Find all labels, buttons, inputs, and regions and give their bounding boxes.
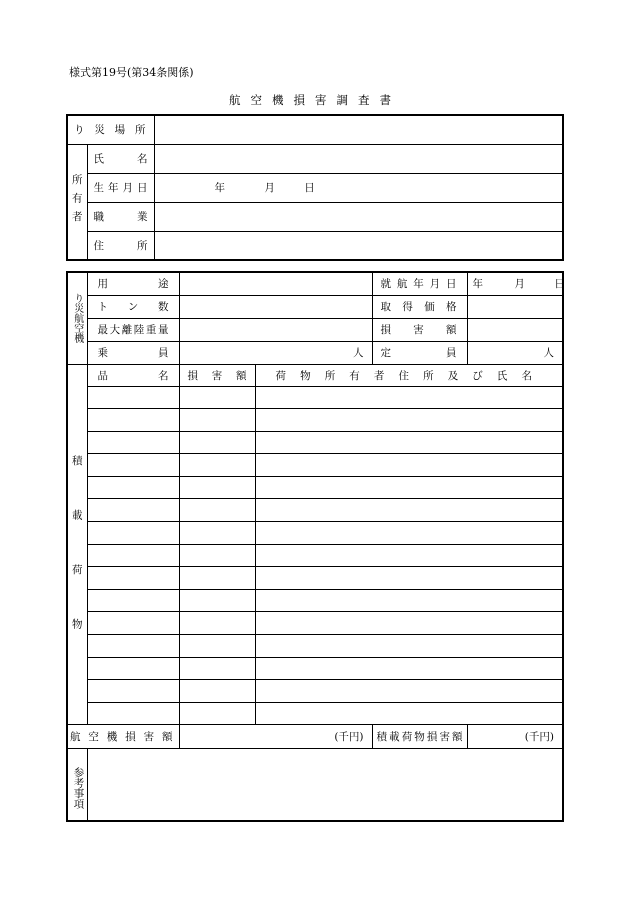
- cargo-owner-cell[interactable]: [255, 657, 563, 680]
- occupation-field[interactable]: [154, 202, 563, 231]
- tonnage-field[interactable]: [179, 295, 372, 318]
- cargo-item-cell[interactable]: [87, 567, 179, 590]
- cargo-owner-cell[interactable]: [255, 454, 563, 477]
- address-field[interactable]: [154, 231, 563, 260]
- cargo-owner-cell[interactable]: [255, 544, 563, 567]
- cargo-damage-cell[interactable]: [179, 386, 255, 409]
- birth-date-field[interactable]: [154, 173, 563, 202]
- tonnage-label: トン数: [97, 301, 169, 313]
- crew-field[interactable]: [179, 341, 372, 364]
- cargo-damage-cell[interactable]: [179, 680, 255, 703]
- cargo-owner-cell[interactable]: [255, 635, 563, 658]
- table-row: [67, 522, 563, 545]
- cargo-damage-cell[interactable]: [179, 657, 255, 680]
- owner-header: 所有者: [67, 144, 87, 260]
- birth-date-label: 生年月日: [93, 182, 148, 194]
- birth-year-unit: 年: [214, 182, 225, 194]
- table-row: [67, 702, 563, 725]
- cargo-owner-cell[interactable]: [255, 589, 563, 612]
- cargo-damage-cell[interactable]: [179, 476, 255, 499]
- crew-label: 乗員: [97, 347, 169, 359]
- capacity-field[interactable]: [467, 341, 563, 364]
- cargo-item-cell[interactable]: [87, 657, 179, 680]
- cargo-damage-cell[interactable]: [179, 409, 255, 432]
- owner-name-field[interactable]: [154, 144, 563, 173]
- table-row: [67, 386, 563, 409]
- birth-day-unit: 日: [304, 182, 315, 194]
- form-number-label: 様式第19号(第34条関係): [69, 66, 194, 79]
- cargo-item-cell[interactable]: [87, 499, 179, 522]
- cargo-owner-cell[interactable]: [255, 702, 563, 725]
- cargo-damage-total-field[interactable]: [467, 725, 563, 749]
- service-date-field[interactable]: [467, 272, 563, 295]
- cargo-item-cell[interactable]: [87, 544, 179, 567]
- cargo-item-cell[interactable]: [87, 476, 179, 499]
- table-row: [67, 499, 563, 522]
- cargo-owner-cell[interactable]: [255, 499, 563, 522]
- crew-unit: 人: [353, 347, 364, 359]
- cargo-item-cell[interactable]: [87, 409, 179, 432]
- cargo-owner-cell[interactable]: [255, 612, 563, 635]
- cargo-damage-total-label: 積載荷物損害額: [376, 731, 463, 744]
- cargo-owner-cell[interactable]: [255, 476, 563, 499]
- cargo-item-col-header: 品名: [97, 369, 169, 382]
- document-title: 航空機損害調査書: [229, 93, 401, 107]
- table-row: [67, 454, 563, 477]
- table-row: [67, 409, 563, 432]
- birth-month-unit: 月: [264, 182, 275, 194]
- service-year-unit: 年: [472, 278, 484, 291]
- disaster-place-label: り災場所: [74, 124, 146, 137]
- cargo-damage-cell[interactable]: [179, 522, 255, 545]
- cargo-owner-cell[interactable]: [255, 567, 563, 590]
- cargo-owner-cell[interactable]: [255, 431, 563, 454]
- cargo-item-cell[interactable]: [87, 386, 179, 409]
- cargo-damage-cell[interactable]: [179, 635, 255, 658]
- cargo-owner-cell[interactable]: [255, 680, 563, 703]
- cargo-damage-cell[interactable]: [179, 544, 255, 567]
- table-row: [67, 635, 563, 658]
- table-row: [67, 589, 563, 612]
- table-row: [67, 431, 563, 454]
- table-row: [67, 567, 563, 590]
- remarks-label: 参考事項: [67, 749, 87, 821]
- cargo-damage-cell[interactable]: [179, 567, 255, 590]
- aircraft-damage-total-field[interactable]: [179, 725, 372, 749]
- table-row: [67, 612, 563, 635]
- max-takeoff-weight-label: 最大離陸重量: [97, 324, 169, 336]
- acquisition-price-field[interactable]: [467, 295, 563, 318]
- purpose-field[interactable]: [179, 272, 372, 295]
- cargo-damage-cell[interactable]: [179, 454, 255, 477]
- cargo-damage-cell[interactable]: [179, 612, 255, 635]
- cargo-damage-cell[interactable]: [179, 589, 255, 612]
- service-date-label: 就航年月日: [380, 278, 457, 291]
- table-row: [67, 476, 563, 499]
- owner-table: [66, 114, 564, 261]
- cargo-owner-col-header: 荷物所有者住所及び氏名: [275, 369, 532, 382]
- table-row: [67, 657, 563, 680]
- cargo-item-cell[interactable]: [87, 589, 179, 612]
- capacity-unit: 人: [543, 347, 554, 359]
- cargo-damage-cell[interactable]: [179, 499, 255, 522]
- cargo-damage-cell[interactable]: [179, 702, 255, 725]
- cargo-owner-cell[interactable]: [255, 522, 563, 545]
- cargo-damage-cell[interactable]: [179, 431, 255, 454]
- cargo-owner-cell[interactable]: [255, 409, 563, 432]
- aircraft-header: り災航空機: [67, 272, 87, 364]
- service-day-unit: 日: [554, 278, 565, 291]
- occupation-label: 職業: [93, 211, 148, 223]
- capacity-label: 定員: [380, 347, 457, 359]
- acquisition-price-label: 取得価格: [380, 301, 457, 313]
- damage-amount-label: 損害額: [380, 324, 457, 336]
- disaster-place-field[interactable]: [154, 115, 563, 144]
- table-row: [67, 544, 563, 567]
- cargo-damage-unit: (千円): [524, 731, 554, 744]
- remarks-field[interactable]: [87, 749, 563, 821]
- owner-name-label: 氏名: [93, 153, 148, 165]
- cargo-item-cell[interactable]: [87, 522, 179, 545]
- address-label: 住所: [93, 239, 148, 252]
- cargo-damage-col-header: 損害額: [187, 369, 247, 382]
- cargo-item-cell[interactable]: [87, 680, 179, 703]
- aircraft-damage-total-label: 航空機損害額: [70, 731, 173, 744]
- cargo-owner-cell[interactable]: [255, 386, 563, 409]
- cargo-item-cell[interactable]: [87, 431, 179, 454]
- cargo-header: 積載荷物: [67, 364, 87, 725]
- aircraft-damage-unit: (千円): [334, 731, 364, 744]
- purpose-label: 用途: [97, 278, 169, 291]
- cargo-item-cell[interactable]: [87, 454, 179, 477]
- cargo-item-cell[interactable]: [87, 702, 179, 725]
- cargo-item-cell[interactable]: [87, 612, 179, 635]
- table-row: [67, 680, 563, 703]
- aircraft-table: [66, 271, 564, 822]
- cargo-item-cell[interactable]: [87, 635, 179, 658]
- service-month-unit: 月: [514, 278, 525, 291]
- damage-amount-field[interactable]: [467, 318, 563, 341]
- max-takeoff-weight-field[interactable]: [179, 318, 372, 341]
